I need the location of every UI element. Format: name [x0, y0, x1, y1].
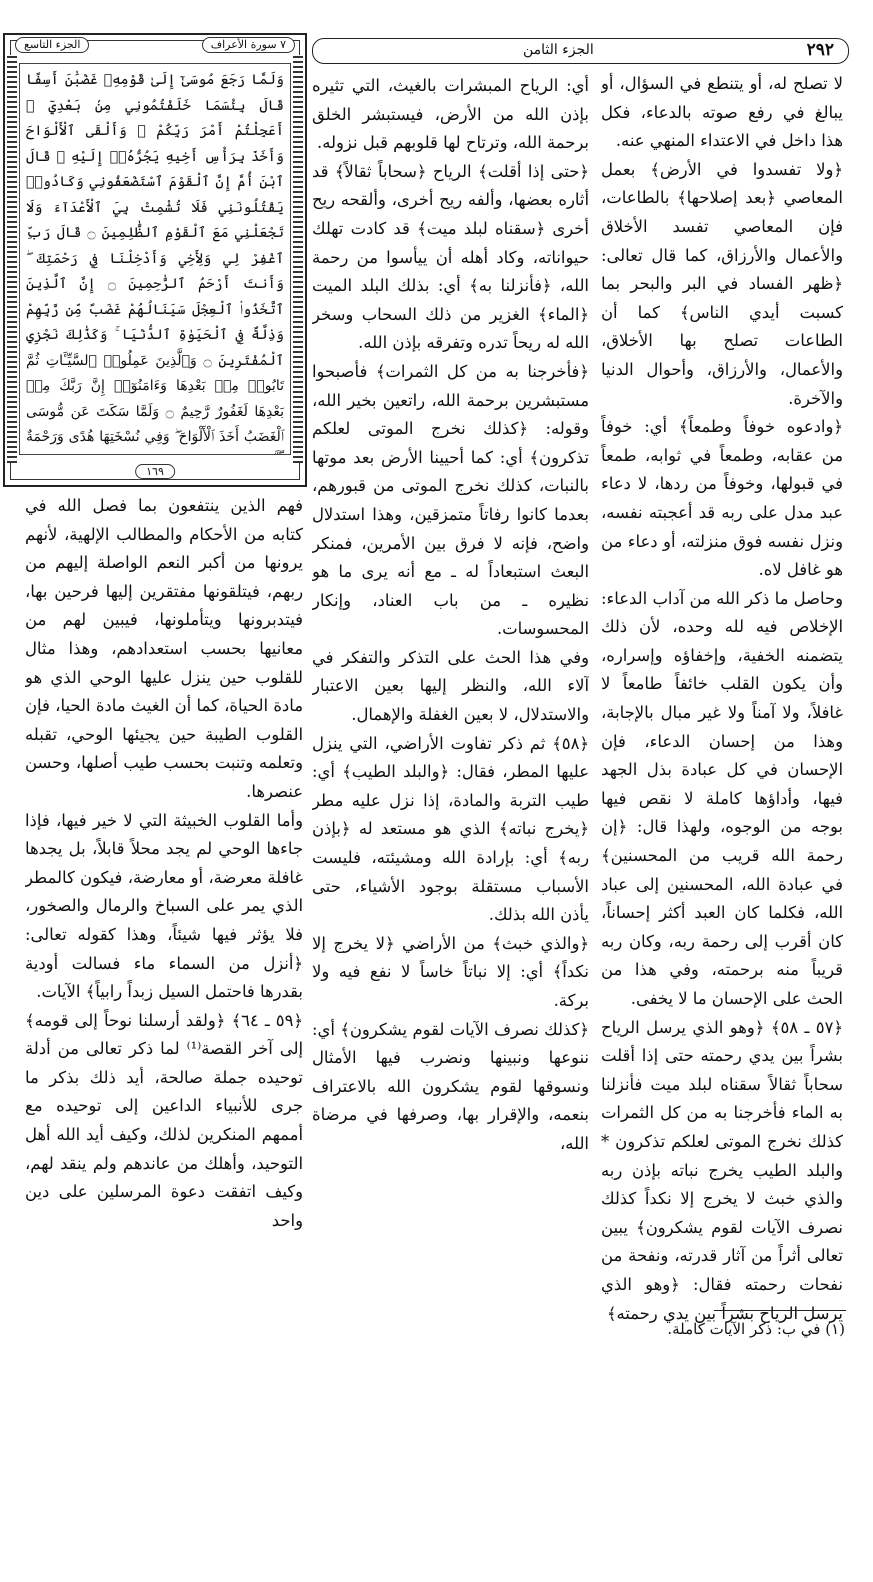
page-header — [312, 38, 849, 64]
paragraph: ﴿والذي خبث﴾ من الأراضي ﴿لا يخرج إلا نكداً﴾ أي: إلا نباتاً خاساً لا نفع فيه ولا بركة. — [312, 933, 589, 1010]
paragraph: لا تصلح له، أو يتنطع في السؤال، أو يبالغ في رفع صوته بالدعاء، فكل هذا داخل في الاعتداء المنهي عنه. — [601, 74, 843, 151]
column-middle — [312, 72, 589, 1472]
paragraph: وحاصل ما ذكر الله من آداب الدعاء: الإخلاص فيه لله وحده، لأن ذلك يتضمنه الخفية، وإخفاؤه وإسراره، وأن يكون القلب خائفاً طامعاً لا غافلاً، ولا آمناً ولا غير مبال بالإجابة، وهذا من إحسان الدعاء، فإن الإحسان في كل عبادة بذل الجهد فيها، وأداؤها كاملة لا نقص فيها بوجه من الوجوه، ولهذا قال: ﴿إن رحمة الله قريب من المحسنين﴾ في عبادة الله، المحسنين إلى عباد الله، فكلما كان العبد أكثر إحساناً، كان أقرب إلى رحمة ربه، وكان ربه قريباً منه برحمته، وفي هذا من الحث على الإحسان ما لا يخفى. — [601, 588, 843, 1008]
mushaf-page-number: ١٦٩ — [135, 464, 175, 479]
paragraph: ﴿حتى إذا أقلت﴾ الرياح ﴿سحاباً ثقالاً﴾ قد أثاره بعضها، وألفه ريح أخرى، وألقحه ريح أخرى ﴿سقناه لبلد ميت﴾ قد كادت تهلك حيواناته، وكاد أهله أن ييأسوا من رحمة الله، ﴿فأنزلنا به﴾ أي: بذلك البلد الميت ﴿الماء﴾ الغزير من ذلك السحاب وسخر الله له ريحاً تدره وتفرقه بإذن الله. — [312, 161, 589, 353]
paragraph: ﴿وادعوه خوفاً وطمعاً﴾ أي: خوفاً من عقابه، وطمعاً في ثوابه، طمعاً في قبولها، وخوفاً من ردها، لا دعاء عبد مدل على ربه قد أعجبته نفسه، ونزل نفسه فوق منزلته، أو دعاء من هو غافل لاه. — [601, 417, 843, 580]
paragraph: ﴿فأخرجنا به من كل الثمرات﴾ فأصبحوا مستبشرين برحمة الله، راتعين بخير الله، وقوله: ﴿كذلك نخرج الموتى لعلكم تذكرون﴾ أي: كما أحيينا الأرض بعد موتها بالنبات، كذلك نخرج الموتى من قبورهم، بعدما كانوا رفاتاً متمزقين، وهذا استدلال واضح، فإنه لا فرق بين الأمرين، فمنكر البعث استبعاداً له ـ مع أنه يرى ما هو نظيره ـ من باب العناد، وإنكار المحسوسات. — [312, 361, 589, 639]
quran-box-header — [15, 37, 295, 53]
paragraph: ﴿٥٧ ـ ٥٨﴾ ﴿وهو الذي يرسل الرياح بشراً بين يدي رحمته حتى إذا أقلت سحاباً ثقالاً سقناه لبلد ميت فأنزلنا به الماء فأخرجنا به من كل الثمرات كذلك نخرج الموتى لعلكم تذكرون * والبلد الطيب يخرج نباته بإذن ربه والذي خبث لا يخرج إلا نكداً كذلك نصرف الآيات لقوم يشكرون﴾ يبين تعالى أثراً من آثار قدرته، ونفحة من نفحات رحمته فقال: ﴿وهو الذي يرسل الرياح بشراً بين يدي رحمته﴾ — [601, 1017, 843, 1323]
footnote: (١) في ب: ذكر الآيات كاملة. — [667, 1320, 845, 1338]
page-number: ٢٩٢ — [806, 40, 834, 60]
paragraph: ﴿٥٨﴾ ثم ذكر تفاوت الأراضي، التي ينزل عليها المطر، فقال: ﴿والبلد الطيب﴾ أي: طيب التربة والمادة، إذا نزل عليه مطر ﴿يخرج نباته﴾ الذي هو مستعد له ﴿بإذن ربه﴾ أي: بإرادة الله ومشيئته، فليست الأسباب مستقلة بوجود الأشياء، حتى يأذن الله بذلك. — [312, 733, 589, 925]
column-right — [601, 70, 843, 1582]
ornament-border — [293, 55, 303, 463]
paragraph: ﴿ولا تفسدوا في الأرض﴾ بعمل المعاصي ﴿بعد إصلاحها﴾ بالطاعات، فإن المعاصي تفسد الأخلاق والأعمال والأرزاق، كما قال تعالى: ﴿ظهر الفساد في البر والبحر بما كسبت أيدي الناس﴾ كما أن الطاعات تصلح بها الأخلاق، والأعمال، والأرزاق، وأحوال الدنيا والآخرة. — [601, 159, 843, 408]
juz-label: الجزء التاسع — [15, 37, 89, 53]
part-title: الجزء الثامن — [523, 42, 594, 58]
ornament-border — [7, 55, 17, 463]
column-left — [25, 492, 303, 1422]
paragraph: ﴿كذلك نصرف الآيات لقوم يشكرون﴾ أي: ننوعها ونبينها ونضرب فيها الأمثال ونسوقها لقوم يشكرون الله بالاعتراف بنعمه، والإقرار بها، وصرفها في مرضاة الله، — [312, 1019, 589, 1153]
paragraph: وأما القلوب الخبيثة التي لا خير فيها، فإذا جاءها الوحي لم يجد محلاً قابلاً، بل يجدها غافلة معرضة، أو معارضة، فيكون كالمطر الذي يمر على السباخ والرمال والصخور، فلا يؤثر فيها شيئاً، وهذا كقوله تعالى: ﴿أنزل من السماء ماء فسالت أودية بقدرها فاحتمل السيل زبداً رابياً﴾ الآيات. — [25, 810, 303, 1002]
footnote-rule — [714, 1310, 846, 1311]
surah-label: ٧ سورة الأعراف — [202, 37, 295, 53]
paragraph: فهم الذين ينتفعون بما فصل الله في كتابه من الأحكام والمطالب الإلهية، لأنهم يرونها من أكبر النعم الواصلة إليهم من ربهم، فيتلقونها مفتقرين إليها فرحين بها، فيتدبرونها ويتأملونها، فيبين لهم من معانيها بحسب استعدادهم، وهذا مثال للقلوب حين ينزل عليها الوحي الذي هو مادة الحياة، كما أن الغيث مادة الحيا، فإن القلوب الطيبة حين يجيئها الوحي، تقبله وتعلمه وتنبت بحسب طيب أصلها، وحسن عنصرها. — [25, 496, 303, 801]
quran-text: وَلَمَّا رَجَعَ مُوسَىٰٓ إِلَىٰ قَوْمِهِۦ غَضْبَٰنَ أَسِفًا قَالَ بِئْسَمَا خَلَفْتُمُونِي مِنۢ بَعْدِيٓ ۖ أَعَجِلْتُمْ أَمْرَ رَبِّكُمْ ۖ وَأَلْقَى ٱلْأَلْوَاحَ وَأَخَذَ بِرَأْسِ أَخِيهِ يَجُرُّهُۥٓ إِلَيْهِ ۚ قَالَ ٱبْنَ أُمَّ إِنَّ ٱلْقَوْمَ ٱسْتَضْعَفُونِي وَكَادُوا۟ يَقْتُلُونَنِي فَلَا تُشْمِتْ بِيَ ٱلْأَعْدَآءَ وَلَا تَجْعَلْنِي مَعَ ٱلْقَوْمِ ٱلظَّٰلِمِينَ ۝ قَالَ رَبِّ ٱغْفِرْ لِي وَلِأَخِي وَأَدْخِلْنَا فِي رَحْمَتِكَ ۖ وَأَنتَ أَرْحَمُ ٱلرَّٰحِمِينَ ۝ إِنَّ ٱلَّذِينَ ٱتَّخَذُوا۟ ٱلْعِجْلَ سَيَنَالُهُمْ غَضَبٌ مِّن رَّبِّهِمْ وَذِلَّةٌ فِي ٱلْحَيَوٰةِ ٱلدُّنْيَا ۚ وَكَذَٰلِكَ نَجْزِي ٱلْمُفْتَرِينَ ۝ وَٱلَّذِينَ عَمِلُوا۟ ٱلسَّيِّـَٔاتِ ثُمَّ تَابُوا۟ مِنۢ بَعْدِهَا وَءَامَنُوٓا۟ إِنَّ رَبَّكَ مِنۢ بَعْدِهَا لَغَفُورٌ رَّحِيمٌ ۝ وَلَمَّا سَكَتَ عَن مُّوسَى ٱلْغَضَبُ أَخَذَ ٱلْأَلْوَاحَ ۖ وَفِي نُسْخَتِهَا هُدًى وَرَحْمَةٌ — [19, 63, 291, 455]
paragraph: ﴿٥٩ ـ ٦٤﴾ ﴿ولقد أرسلنا نوحاً إلى قومه﴾ إلى آخر القصة⁽¹⁾ لما ذكر تعالى من أدلة توحيده جملة صالحة، أيد ذلك بذكر ما جرى للأنبياء الداعين إلى توحيده مع أممهم المنكرين لذلك، وكيف أيد الله أهل التوحيد، وأهلك من عاندهم ولم ينقد لهم، وكيف اتفقت دعوة المرسلين على دين واحد — [25, 1010, 303, 1230]
quran-box — [3, 33, 307, 487]
paragraph: أي: الرياح المبشرات بالغيث، التي تثيره بإذن الله من الأرض، فيستبشر الخلق برحمة الله، وترتاح لها قلوبهم قبل نزوله. — [312, 76, 589, 153]
paragraph: وفي هذا الحث على التذكر والتفكر في آلاء الله، والنظر إليها بعين الاعتبار والاستدلال، لا بعين الغفلة والإهمال. — [312, 647, 589, 725]
